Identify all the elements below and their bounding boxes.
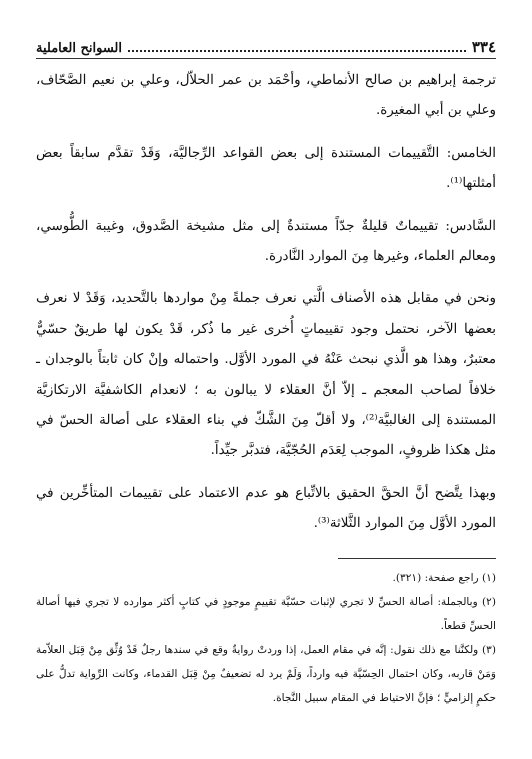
footnotes xyxy=(36,566,496,710)
header-leader-dots xyxy=(128,50,466,52)
page-number: ٣٣٤ xyxy=(471,38,496,56)
footnote: (٣) ولكنَّنا مع ذلك نقول: إنَّه في مقام العمل، إذا وردتْ روايةٌ وقع في سندها رجلٌ قَدْ وُثِّق مِنْ قِبَل العلاّمة وَمَنْ قاربه، وكان احتمال الحِسّيَّة فيه وارداً، وَلَمْ يرد له تضعيفٌ مِنْ قِبَل القدماء، وكانت الرِّواية تدلُّ على حكمٍ إلزاميٍّ ؛ فإنَّ الاحتياط في المقام سبيل النَّجاة. xyxy=(36,644,496,704)
paragraph: ترجمة إبراهيم بن صالح الأنماطي، وأحْمَد بن عمر الحلاّل، وعلي بن نعيم الصَّحّاف، وعلي بن أبي المغيرة. xyxy=(36,73,496,119)
paragraph: الخامس: التَّقييمات المستندة إلى بعض القواعد الرِّجاليَّة، وَقَدْ تقدَّم سابقاً بعض أمثلتها⁽¹⁾. xyxy=(36,145,496,192)
paragraph: وبهذا يتَّضح أنَّ الحقَّ الحقيق بالاتِّباع هو عدم الاعتماد على تقييمات المتأخِّرين في المورد الأوَّل مِنَ الموارد الثَّلاثة⁽³⁾. xyxy=(36,485,496,532)
footnote-separator xyxy=(338,558,496,559)
footnote: (٢) وبالجملة: أصالة الحسِّ لا تجري لإثبات حسّيَّة تقييمٍ موجودٍ في كتابٍ أكثر موارده لا تجري فيها أصالة الحسِّ قطعاً. xyxy=(36,596,496,632)
paragraph: السَّادس: تقييماتٌ قليلةٌ جدّاً مستندةٌ إلى مثل مشيخة الصَّدوق، وغيبة الطُّوسي، ومعالم العلماء، وغيرها مِنَ الموارد النَّادرة. xyxy=(36,218,496,265)
page-header xyxy=(36,30,496,56)
footnote: (١) راجع صفحة: (٣٢١). xyxy=(392,572,496,584)
header-rule xyxy=(36,58,496,59)
paragraph: ونحن في مقابل هذه الأصناف الَّتي نعرف جملةً مِنْ مواردها بالتَّحديد، وَقَدْ لا نعرف بعضها الآخر، نحتمل وجود تقييماتٍ أُخرى غير ما ذُكر، قَدْ يكون لها طريقٌ حسّيٌّ معتبرٌ، وهذا هو الَّذي نبحث عَنْهُ في المورد الأوَّل. واحتماله وإنْ كان ثابتاً بالوجدان ـ خلافاً لصاحب المعجم ـ إلاّ أنَّ العقلاء لا يبالون به ؛ لانعدام الكاشفيَّة الارتكازيَّة المستندة إلى الغالبيَّة⁽²⁾، ولا أقلّ مِنَ الشَّكّ في بناء العقلاء على أصالة الحسّ في مثل هكذا ظروفٍ، الموجب لِعَدَم الحُجّيَّة، فتدبَّر جيِّداً. xyxy=(36,291,496,459)
main-text xyxy=(36,66,496,548)
running-title: السوانح العاملية xyxy=(36,41,122,56)
